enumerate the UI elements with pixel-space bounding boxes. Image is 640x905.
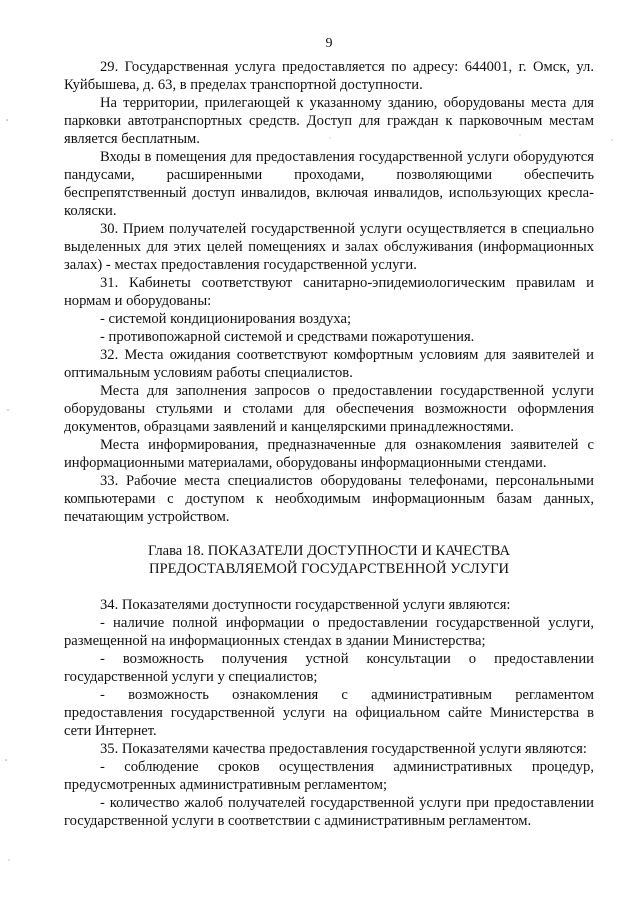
paragraph-request-places: Места для заполнения запросов о предоставлении государственной услуги оборудованы стульями и столами для обеспечения возможности оформления документов, образцами заявлений и канцелярскими принадлежностями. (64, 383, 594, 435)
body-top (64, 58, 594, 526)
list-item-full-info: - наличие полной информации о предоставлении государственной услуги, размещенной на информационных стендах в здании Министерства; (64, 615, 594, 649)
paragraph-29: 29. Государственная услуга предоставляется по адресу: 644001, г. Омск, ул. Куйбышева, д. 63, в пределах транспортной доступности. (64, 59, 594, 93)
chapter-heading-line-1: Глава 18. ПОКАЗАТЕЛИ ДОСТУПНОСТИ И КАЧЕСТВА (147, 543, 511, 559)
list-item-fire-system: - противопожарной системой и средствами пожаротушения. (100, 329, 475, 345)
list-item-air-conditioning: - системой кондиционирования воздуха; (100, 311, 352, 327)
paragraph-35: 35. Показателями качества предоставления государственной услуги являются: (100, 741, 587, 757)
paragraph-parking: На территории, прилегающей к указанному зданию, оборудованы места для парковки автотранспортных средств. Доступ для граждан к парковочным местам является бесплатным. (64, 95, 594, 147)
paragraph-30: 30. Прием получателей государственной услуги осуществляется в специально выделенных для этих целей помещениях и залах обслуживания (информационных залах) - местах предоставления государственной услуги. (64, 221, 594, 273)
paragraph-info-places: Места информирования, предназначенные для ознакомления заявителей с информационными материалами, оборудованы информационными стендами. (64, 437, 594, 471)
paragraph-33: 33. Рабочие места специалистов оборудованы телефонами, персональными компьютерами с доступом к необходимым информационным базам данных, печатающим устройством. (64, 473, 594, 525)
list-item-complaints: - количество жалоб получателей государственной услуги при предоставлении государственной услуги в соответствии с административным регламентом. (64, 795, 594, 829)
paragraph-entrances: Входы в помещения для предоставления государственной услуги оборудуются пандусами, расширенными проходами, позволяющими обеспечить беспрепятственный доступ инвалидов, включая инвалидов, использующих кресла-коляски. (64, 149, 594, 219)
list-item-website: - возможность ознакомления с административным регламентом предоставления государственной услуги на официальном сайте Министерства в сети Интернет. (64, 687, 594, 739)
body-bottom (64, 596, 594, 830)
paragraph-31: 31. Кабинеты соответствуют санитарно-эпидемиологическим правилам и нормам и оборудованы: (64, 275, 594, 309)
list-item-oral-consultation: - возможность получения устной консультации о предоставлении государственной услуги у специалистов; (64, 651, 594, 685)
paragraph-32: 32. Места ожидания соответствуют комфортным условиям для заявителей и оптимальным условиям работы специалистов. (64, 347, 594, 381)
chapter-heading-line-2: ПРЕДОСТАВЛЯЕМОЙ ГОСУДАРСТВЕННОЙ УСЛУГИ (148, 561, 510, 577)
chapter-heading (64, 542, 594, 578)
paragraph-34: 34. Показателями доступности государственной услуги являются: (100, 597, 511, 613)
list-item-deadlines: - соблюдение сроков осуществления административных процедур, предусмотренных административным регламентом; (64, 759, 594, 793)
page-number: 9 (325, 36, 333, 51)
